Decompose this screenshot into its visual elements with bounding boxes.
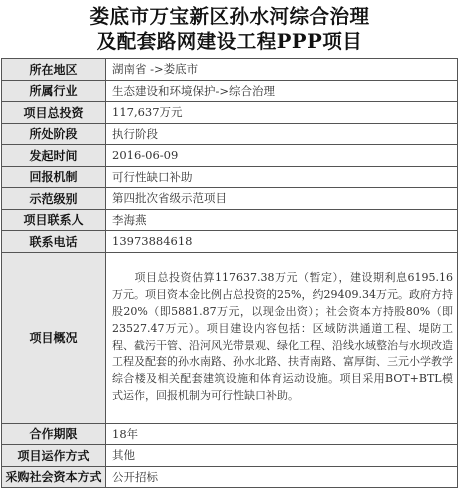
row-overview — [2, 252, 458, 423]
row-label: 项目总投资 — [2, 102, 106, 124]
row-value: 2016-06-09 — [106, 145, 458, 167]
row-value: 13973884618 — [106, 231, 458, 253]
row-label: 所处阶段 — [2, 123, 106, 145]
row-start-date — [2, 145, 458, 167]
row-industry — [2, 80, 458, 102]
overview-text-cell — [106, 252, 458, 423]
row-value: 其他 — [106, 445, 458, 467]
row-value: 第四批次省级示范项目 — [106, 188, 458, 210]
row-value: 生态建设和环境保护->综合治理 — [106, 80, 458, 102]
row-label: 所属行业 — [2, 80, 106, 102]
row-contact-person — [2, 209, 458, 231]
row-value: 117,637万元 — [106, 102, 458, 124]
row-value: 可行性缺口补助 — [106, 166, 458, 188]
row-label: 项目联系人 — [2, 209, 106, 231]
row-label: 示范级别 — [2, 188, 106, 210]
row-label: 所在地区 — [2, 59, 106, 81]
row-label: 合作期限 — [2, 423, 106, 445]
row-label: 回报机制 — [2, 166, 106, 188]
row-contact-phone — [2, 231, 458, 253]
row-return-mechanism — [2, 166, 458, 188]
row-value: 湖南省 ->娄底市 — [106, 59, 458, 81]
row-procurement-method — [2, 466, 458, 488]
row-total-investment — [2, 102, 458, 124]
title-line-2: 及配套路网建设工程PPP项目 — [96, 30, 363, 53]
row-cooperation-period — [2, 423, 458, 445]
row-stage — [2, 123, 458, 145]
row-value: 李海燕 — [106, 209, 458, 231]
title-line-1: 娄底市万宝新区孙水河综合治理 — [89, 5, 370, 28]
row-value: 公开招标 — [106, 466, 458, 488]
row-label: 项目运作方式 — [2, 445, 106, 467]
row-region — [2, 59, 458, 81]
row-value: 执行阶段 — [106, 123, 458, 145]
overview-text: 项目总投资估算117637.38万元（暂定），建设期利息6195.16万元。项目资本金比例占总投资的25%，约29409.34万元。政府方持股20%（即5881.87万元，以现金出资）；社会资本方持股80%（即23527.47万元）。项目建设内容包括：区域防洪通道工程、堤防工程、截污干管、沿河风光带景观、绿化工程、沿线水域整治与水坝改造工程及配套的孙水南路、孙水北路、扶青南路、富厚街、三元小学教学综合楼及相关配套建筑设施和体育运动设施。项目采用BOT+BTL模式运作，回报机制为可行性缺口补助。 — [112, 271, 453, 402]
document-title — [0, 0, 459, 58]
row-label: 采购社会资本方式 — [2, 466, 106, 488]
row-demo-level — [2, 188, 458, 210]
row-label: 发起时间 — [2, 145, 106, 167]
row-operation-mode — [2, 445, 458, 467]
row-value: 18年 — [106, 423, 458, 445]
row-label: 项目概况 — [2, 252, 106, 423]
project-info-table — [1, 58, 458, 488]
row-label: 联系电话 — [2, 231, 106, 253]
